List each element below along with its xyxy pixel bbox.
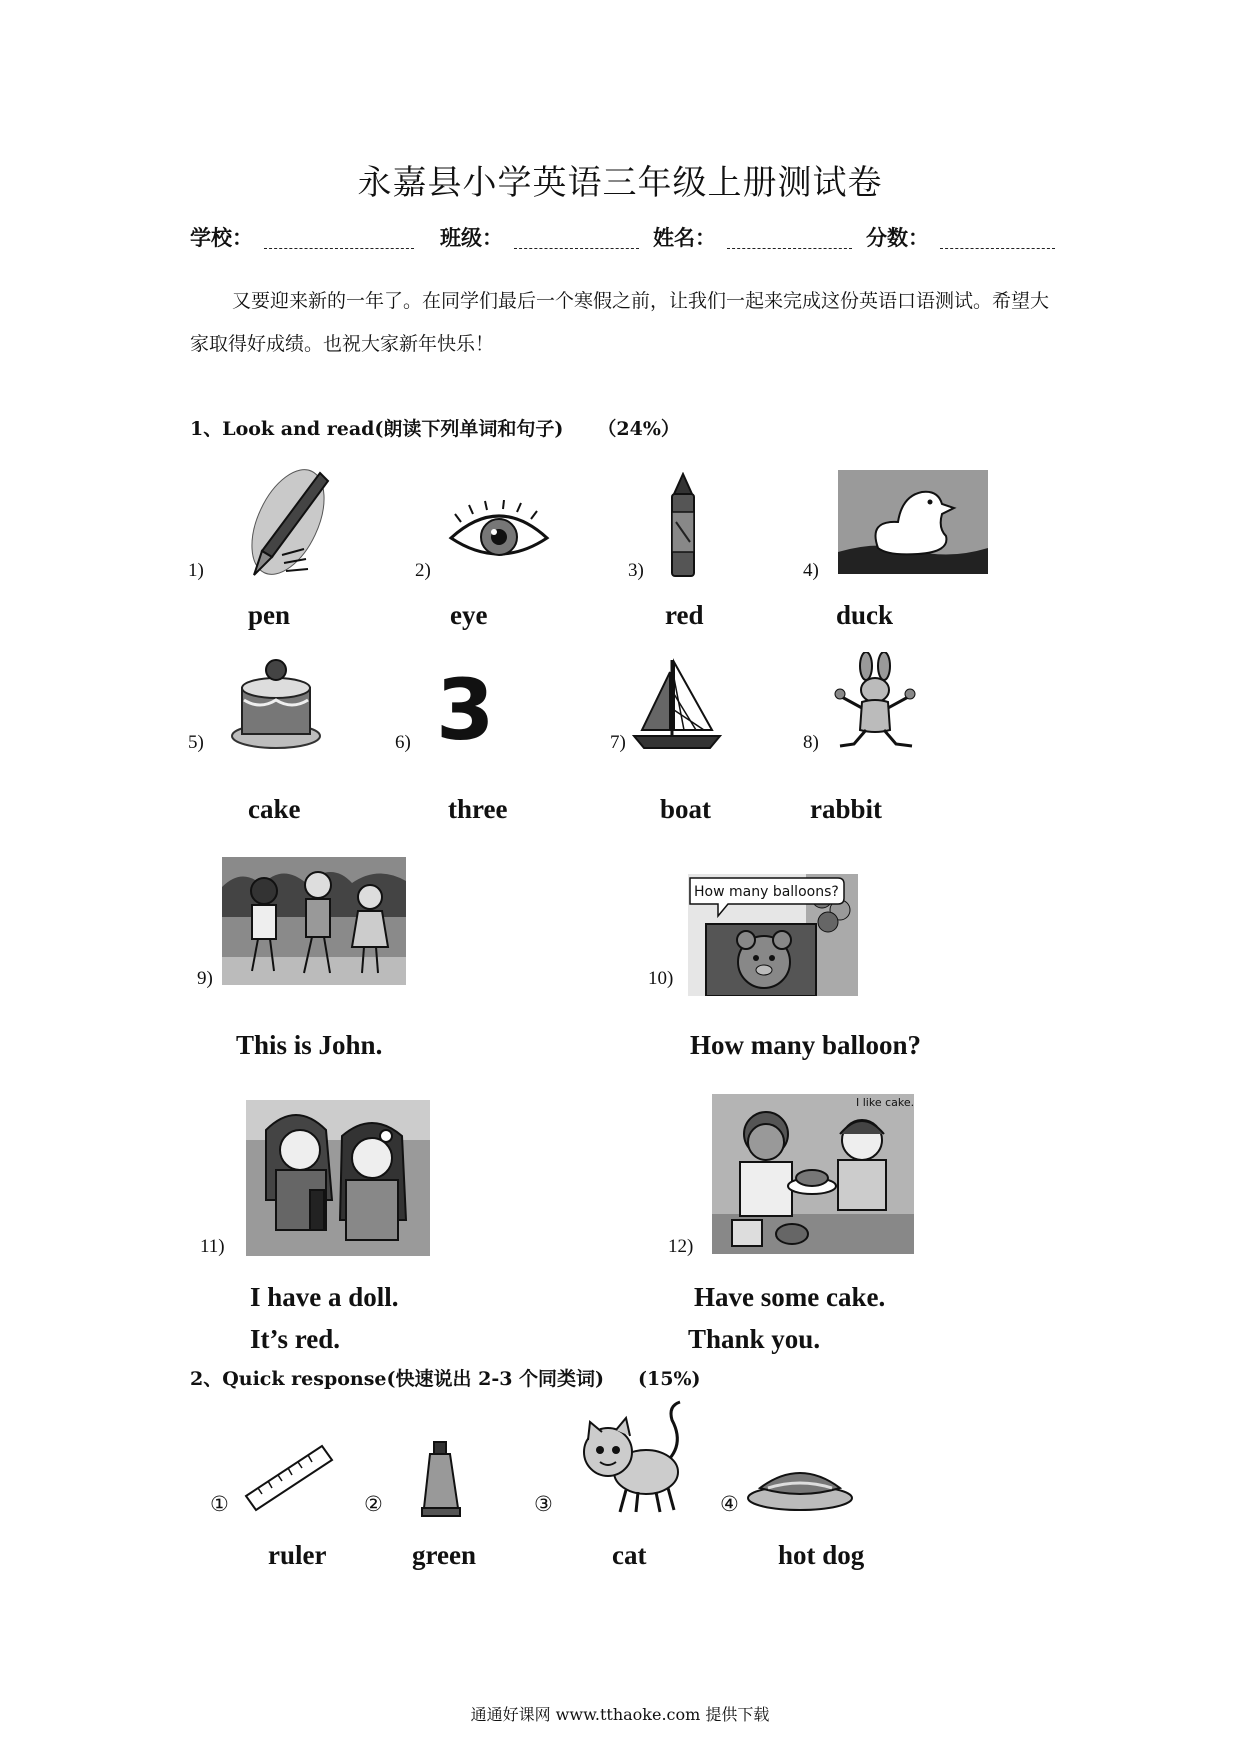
word-rabbit: rabbit xyxy=(810,794,883,824)
word-three: three xyxy=(448,794,508,824)
intro-paragraph: 又要迎来新的一年了。在同学们最后一个寒假之前，让我们一起来完成这份英语口语测试。希望大家取得好成绩。也祝大家新年快乐！ xyxy=(190,290,1050,355)
item-number: 2) xyxy=(415,560,431,581)
word-cake: cake xyxy=(248,794,301,824)
sharing-cake-picture xyxy=(712,1094,914,1254)
school-blank[interactable] xyxy=(264,248,414,249)
word-red: red xyxy=(665,600,704,630)
word-duck: duck xyxy=(836,600,894,630)
speech-bubble-text: I like cake. xyxy=(856,1096,915,1109)
page-title: 永嘉县小学英语三年级上册测试卷 xyxy=(357,163,883,203)
cake-icon xyxy=(230,658,322,750)
item-number: ④ xyxy=(720,1492,739,1516)
school-label: 学校： xyxy=(190,226,253,250)
word-hot-dog: hot dog xyxy=(778,1540,865,1570)
section-1-heading xyxy=(190,414,680,441)
section-2-title: 2、Quick response(快速说出 2-3 个同类词) xyxy=(190,1368,605,1390)
sentence-have-some-cake: Have some cake. xyxy=(694,1282,886,1312)
item-number: 4) xyxy=(803,560,819,581)
sentence-how-many-balloon: How many balloon? xyxy=(690,1030,922,1060)
word-green: green xyxy=(412,1540,476,1570)
name-blank[interactable] xyxy=(727,248,852,249)
item-number: 9) xyxy=(197,968,213,989)
hot-dog-icon xyxy=(744,1448,856,1514)
section-2-percent: (15%) xyxy=(638,1368,701,1390)
item-number: 11) xyxy=(200,1236,225,1257)
rabbit-icon xyxy=(832,652,918,750)
word-ruler: ruler xyxy=(268,1540,327,1570)
word-boat: boat xyxy=(660,794,712,824)
item-number: 8) xyxy=(803,732,819,753)
item-number: 5) xyxy=(188,732,204,753)
score-label: 分数： xyxy=(866,226,929,250)
word-cat: cat xyxy=(612,1540,647,1570)
sentence-this-is-john: This is John. xyxy=(236,1030,383,1060)
item-number: 3) xyxy=(628,560,644,581)
item-number: 12) xyxy=(668,1236,694,1257)
sentence-its-red: It’s red. xyxy=(250,1324,340,1354)
class-label: 班级： xyxy=(440,226,503,250)
girls-with-doll-picture xyxy=(246,1100,430,1256)
item-number: 10) xyxy=(648,968,674,989)
word-eye: eye xyxy=(450,600,488,630)
crayon-icon xyxy=(660,472,706,580)
item-number: ② xyxy=(364,1492,383,1516)
ruler-icon xyxy=(242,1440,334,1512)
student-info-row xyxy=(190,222,1060,258)
speech-bubble-text: How many balloons? xyxy=(694,884,839,900)
score-blank[interactable] xyxy=(940,248,1055,249)
boat-icon xyxy=(632,658,722,752)
item-number: ③ xyxy=(534,1492,553,1516)
footer-credit: 通通好课网 www.tthaoke.com 提供下载 xyxy=(470,1705,770,1724)
item-number: 7) xyxy=(610,732,626,753)
word-pen: pen xyxy=(248,600,291,630)
paint-tube-icon xyxy=(418,1440,464,1520)
duck-icon xyxy=(838,470,988,574)
item-number: 6) xyxy=(395,732,411,753)
item-number: ① xyxy=(210,1492,229,1516)
sentence-i-have-a-doll: I have a doll. xyxy=(250,1282,399,1312)
pen-icon xyxy=(242,465,334,580)
sentence-thank-you: Thank you. xyxy=(688,1324,821,1354)
name-label: 姓名： xyxy=(653,226,716,250)
class-blank[interactable] xyxy=(514,248,639,249)
section-2-heading xyxy=(190,1364,701,1391)
children-walking-picture xyxy=(222,857,406,985)
section-1-title: 1、Look and read(朗读下列单词和句子) xyxy=(190,418,564,440)
eye-icon xyxy=(447,500,551,570)
section-1-percent: （24%） xyxy=(597,418,680,440)
cat-icon xyxy=(576,1400,692,1516)
item-number: 1) xyxy=(188,560,204,581)
number-three-icon: 3 xyxy=(436,661,495,759)
